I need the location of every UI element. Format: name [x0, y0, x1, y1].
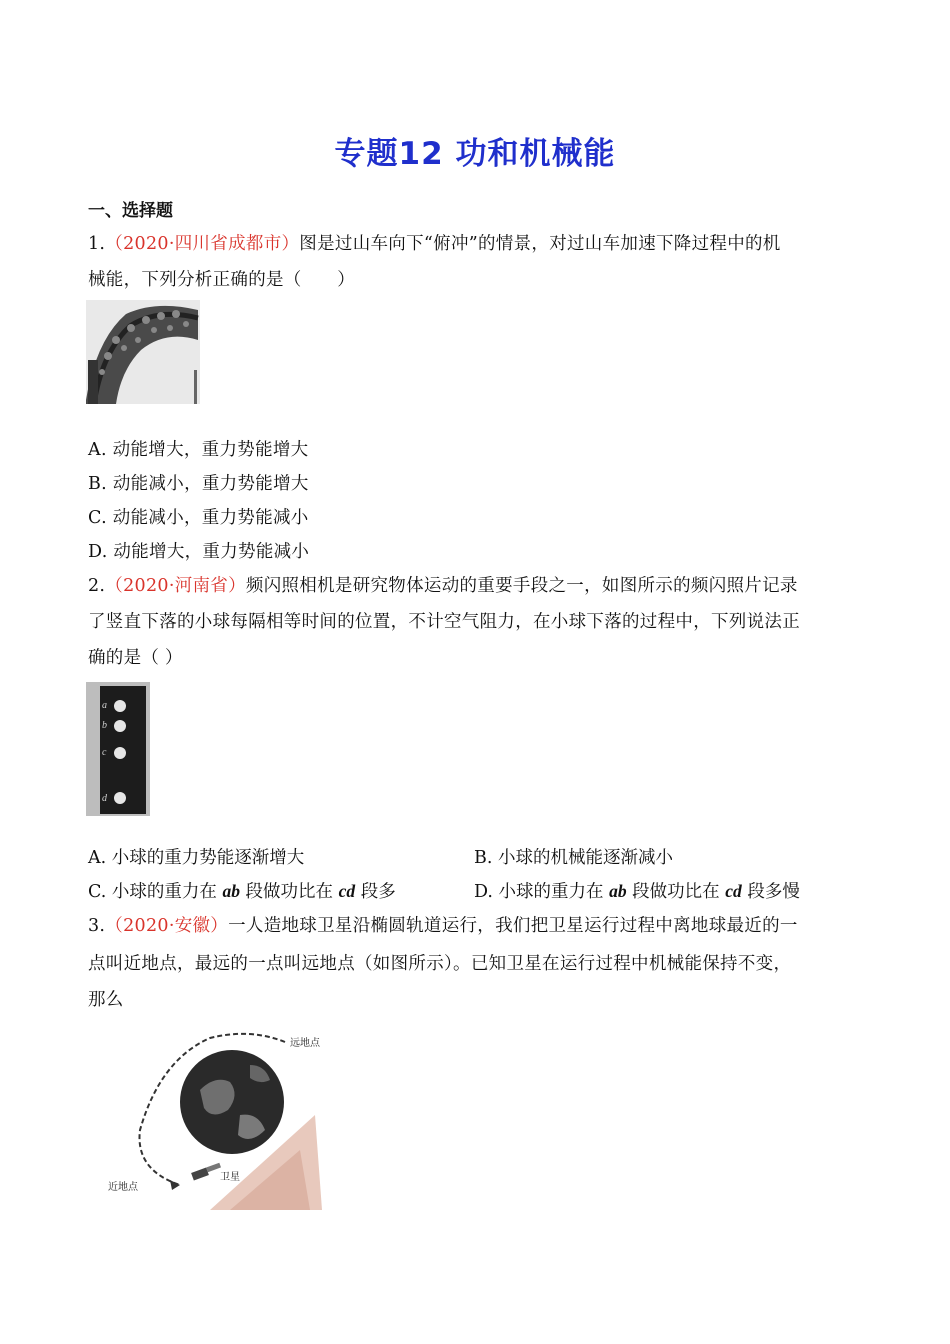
- q3-text-1: 一人造地球卫星沿椭圆轨道运行，我们把卫星运行过程中离地球最近的一: [228, 916, 798, 936]
- q3-source: （2020·安徽）: [105, 916, 229, 936]
- label-d: d: [102, 793, 107, 804]
- q3-text-3: 那么: [88, 990, 124, 1010]
- q1-option-c: C. 动能减小，重力势能减小: [88, 508, 309, 528]
- q1-option-b: B. 动能减小，重力势能增大: [88, 474, 309, 494]
- ball-c: [114, 747, 126, 759]
- q1-text-1: 图是过山车向下“俯冲”的情景，对过山车加速下降过程中的机: [299, 234, 781, 254]
- strobe-photo-image: [86, 682, 150, 816]
- q1-option-a: A. 动能增大，重力势能增大: [88, 440, 309, 460]
- q2-option-c: C. 小球的重力在 ab 段做功比在 cd 段多: [88, 881, 396, 902]
- label-a: a: [102, 700, 107, 711]
- section-heading: 一、选择题: [88, 201, 173, 221]
- q2-text-3: 确的是（ ）: [88, 648, 183, 668]
- page-title: 专题12 功和机械能: [334, 136, 616, 172]
- q1-text-2: 械能，下列分析正确的是（ ）: [88, 270, 355, 290]
- label-c: c: [102, 747, 107, 758]
- q2-option-d: D. 小球的重力在 ab 段做功比在 cd 段多慢: [474, 881, 800, 902]
- ball-a: [114, 700, 126, 712]
- q2-option-b: B. 小球的机械能逐渐减小: [474, 848, 673, 868]
- ball-b: [114, 720, 126, 732]
- q2-text-1: 频闪照相机是研究物体运动的重要手段之一，如图所示的频闪照片记录: [245, 576, 798, 596]
- q1-line-1: [88, 230, 781, 255]
- q1-source: （2020·四川省成都市）: [105, 234, 300, 254]
- q1-number: 1.: [88, 234, 106, 254]
- near-point-label: 近地点: [108, 1182, 138, 1193]
- q2-line-1: [88, 572, 798, 597]
- satellite-orbit-image: [100, 1020, 330, 1210]
- ball-d: [114, 792, 126, 804]
- q3-line-1: [88, 912, 798, 937]
- q2-number: 2.: [88, 576, 106, 596]
- q2-text-2: 了竖直下落的小球每隔相等时间的位置，不计空气阻力，在小球下落的过程中，下列说法正: [88, 612, 800, 632]
- q2-source: （2020·河南省）: [105, 576, 246, 596]
- label-b: b: [102, 720, 107, 731]
- roller-coaster-image: [86, 300, 200, 404]
- q1-option-d: D. 动能增大，重力势能减小: [88, 542, 310, 562]
- q3-text-2: 点叫近地点，最远的一点叫远地点（如图所示）。已知卫星在运行过程中机械能保持不变，: [88, 954, 792, 974]
- q2-option-a: A. 小球的重力势能逐渐增大: [88, 848, 305, 868]
- far-point-label: 远地点: [290, 1038, 320, 1049]
- q3-number: 3.: [88, 916, 106, 936]
- satellite-label: 卫星: [220, 1172, 240, 1183]
